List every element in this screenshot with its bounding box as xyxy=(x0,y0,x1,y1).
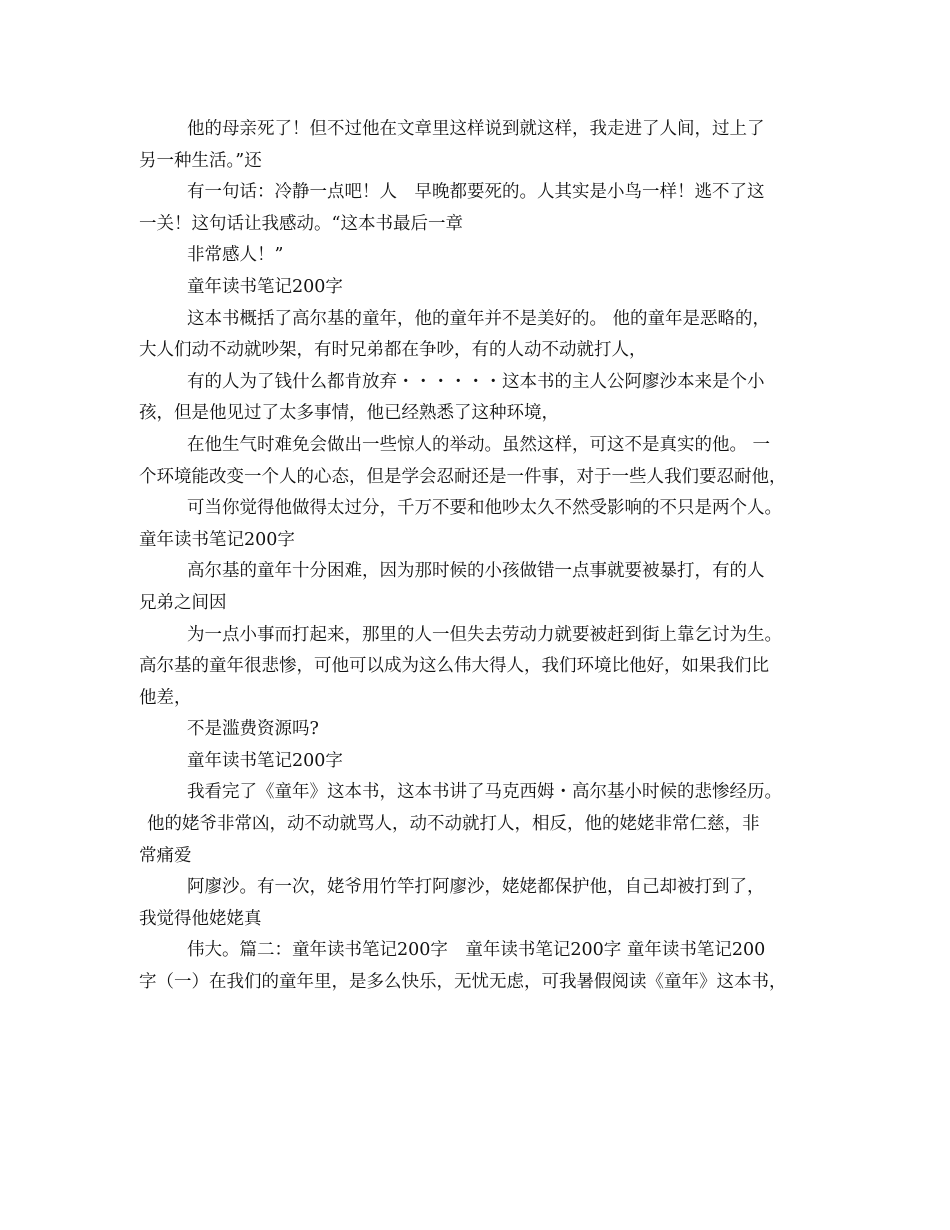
text-line: 另一种生活。”还 xyxy=(139,150,262,171)
text-line: 大人们动不动就吵架，有时兄弟都在争吵，有的人动不动就打人， xyxy=(139,340,647,361)
text-line: 字（一）在我们的童年里，是多么快乐，无忧无虑，可我暑假阅读《童年》这本书， xyxy=(139,972,787,993)
text-line: 童年读书笔记200字 xyxy=(187,276,343,297)
text-line: 高尔基的童年很悲惨，可他可以成为这么伟大得人，我们环境比他好，如果我们比 xyxy=(139,656,769,677)
text-line: 童年读书笔记200字 xyxy=(187,750,343,771)
text-line: 我看完了《童年》这本书，这本书讲了马克西姆・高尔基小时候的悲惨经历。 xyxy=(187,782,782,803)
body-text xyxy=(139,114,829,999)
text-line: 兄弟之间因 xyxy=(139,592,227,613)
text-line: 这本书概括了高尔基的童年，他的童年并不是美好的。 他的童年是恶略的， xyxy=(187,308,771,329)
text-line: 可当你觉得他做得太过分，千万不要和他吵太久不然受影响的不只是两个人。 xyxy=(187,498,782,519)
text-line: 有一句话：冷静一点吧！人 早晚都要死的。人其实是小鸟一样！逃不了这 xyxy=(187,182,765,203)
text-line: 有的人为了钱什么都肯放弃・・・・・・这本书的主人公阿廖沙本来是个小 xyxy=(187,371,765,392)
text-line: 我觉得他姥姥真 xyxy=(139,908,262,929)
text-line: 非常感人！” xyxy=(187,245,284,266)
text-line: 他的姥爷非常凶，动不动就骂人，动不动就打人，相反，他的姥姥非常仁慈，非 xyxy=(147,814,760,835)
text-line: 阿廖沙。有一次，姥爷用竹竿打阿廖沙，姥姥都保护他，自己却被打到了， xyxy=(187,877,765,898)
text-line: 在他生气时难免会做出一些惊人的举动。虽然这样，可这不是真实的他。 一 xyxy=(187,434,771,455)
text-line: 个环境能改变一个人的心态，但是学会忍耐还是一件事，对于一些人我们要忍耐他， xyxy=(139,466,787,487)
text-line: 为一点小事而打起来，那里的人一但失去劳动力就要被赶到街上靠乞讨为生。 xyxy=(187,624,782,645)
text-line: 他差， xyxy=(139,687,192,708)
text-line: 高尔基的童年十分困难，因为那时候的小孩做错一点事就要被暴打，有的人 xyxy=(187,561,765,582)
text-line: 不是滥费资源吗? xyxy=(187,719,319,740)
text-line: 一关！这句话让我感动。“这本书最后一章 xyxy=(139,213,463,234)
text-line: 孩，但是他见过了太多事情，他已经熟悉了这种环境， xyxy=(139,403,559,424)
text-line: 他的母亲死了！但不过他在文章里这样说到就这样，我走进了人间，过上了 xyxy=(187,119,765,139)
text-line: 童年读书笔记200字 xyxy=(139,529,295,550)
text-line: 常痛爱 xyxy=(139,845,192,866)
text-line: 伟大。篇二：童年读书笔记200字 童年读书笔记200字 童年读书笔记200 xyxy=(187,940,766,961)
